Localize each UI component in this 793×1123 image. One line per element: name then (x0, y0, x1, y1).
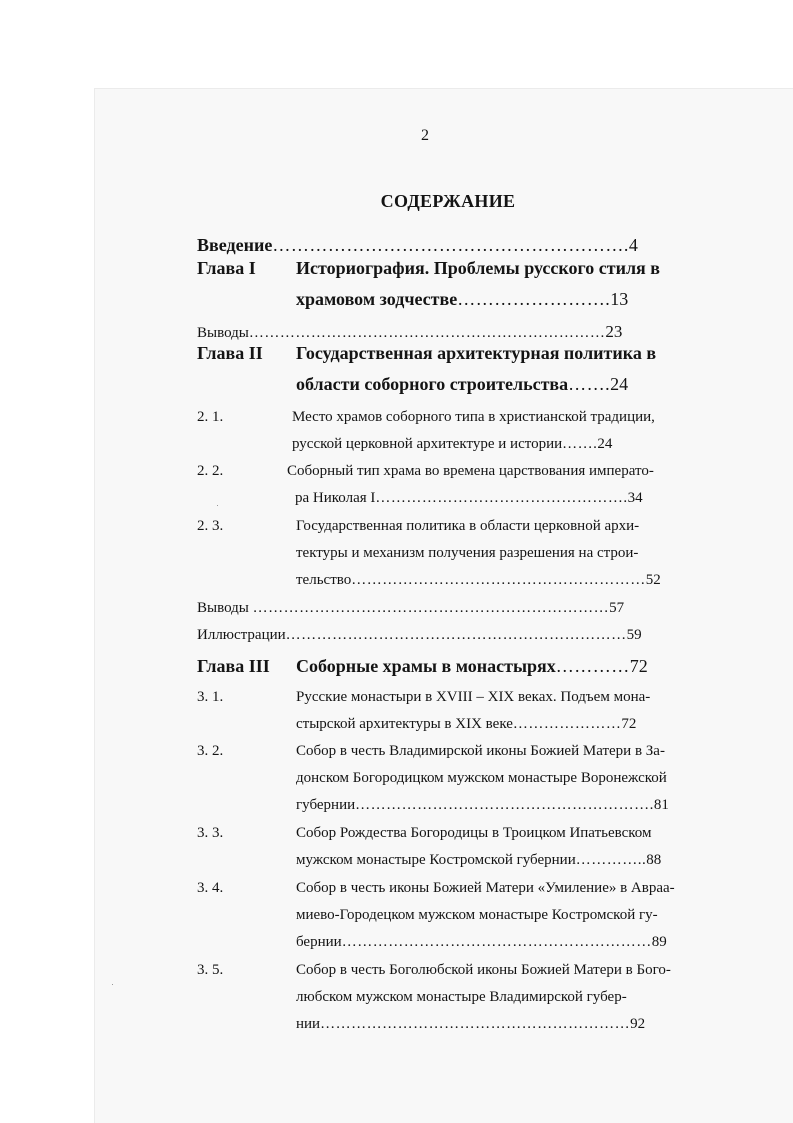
toc-section-line: тектуры и механизм получения разрешения на строи- (296, 545, 639, 561)
toc-section-number: 2. 2. (197, 463, 224, 479)
toc-section-number: 2. 1. (197, 409, 224, 425)
toc-page: 88 (646, 852, 662, 868)
toc-section-line (296, 797, 669, 814)
toc-leader: ………………………………………………… (351, 572, 646, 588)
toc-chapter-title-line (296, 374, 628, 395)
toc-section-line: любском мужском монастыре Владимирской губер- (296, 989, 627, 1005)
toc-page: 24 (610, 374, 629, 394)
toc-leader: …………………………………………………… (341, 934, 652, 950)
toc-page: 92 (630, 1016, 646, 1032)
toc-label: стырской архитектуры в XIX веке (296, 716, 513, 732)
toc-section-line: Собор в честь Боголюбской иконы Божией Матери в Бого- (296, 962, 671, 978)
toc-page: 89 (651, 934, 667, 950)
toc-section-line (296, 852, 661, 869)
toc-label: мужском монастыре Костромской губернии (296, 852, 576, 868)
toc-leader: …………………………………………………. (272, 235, 629, 255)
toc-page: 81 (653, 797, 669, 813)
toc-leader: …………………………………………………. (355, 797, 654, 813)
toc-entry-conclusions-1 (197, 322, 622, 342)
toc-leader: ………………………………………………………… (285, 627, 627, 643)
toc-section-number: 2. 3. (197, 518, 224, 534)
toc-label: Выводы (197, 325, 249, 341)
toc-section-line: Русские монастыри в XVIII – XIX веках. Подъем мона- (296, 689, 651, 705)
toc-section-number: 3. 2. (197, 743, 224, 759)
page-title: СОДЕРЖАНИЕ (380, 191, 516, 211)
toc-page: 57 (609, 600, 625, 616)
toc-section-line (292, 436, 612, 453)
toc-label: Иллюстрации (197, 627, 286, 643)
toc-label: тельство (296, 572, 352, 588)
toc-chapter-title-line (296, 656, 648, 677)
toc-label: нии (296, 1016, 321, 1032)
toc-section-line (296, 572, 661, 589)
toc-section-line: Соборный тип храма во времена царствования императо- (287, 463, 654, 479)
toc-label: русской церковной архитектуре и истории (292, 436, 563, 452)
toc-section-line: Место храмов соборного типа в христианской традиции, (292, 409, 655, 425)
toc-section-line (296, 716, 636, 733)
toc-leader: ……. (568, 374, 611, 394)
toc-section-line: Государственная политика в области церковной архи- (296, 518, 640, 534)
toc-section-line: Собор Рождества Богородицы в Троицком Ипатьевском (296, 825, 652, 841)
toc-section-line: Собор в честь иконы Божией Матери «Умиление» в Авраа- (296, 880, 675, 896)
toc-section-line: миево-Городецком мужском монастыре Костромской гу- (296, 907, 658, 923)
toc-page: 59 (626, 627, 642, 643)
toc-section-line (296, 934, 667, 951)
toc-entry-conclusions-2 (197, 600, 624, 617)
toc-label: Соборные храмы в монастырях (296, 656, 556, 676)
toc-section-line: донском Богородицком мужском монастыре Воронежской (296, 770, 667, 786)
toc-entry-intro (197, 235, 638, 256)
toc-page: 72 (629, 656, 648, 676)
toc-chapter-number: Глава III (197, 656, 270, 676)
toc-label: области соборного строительства (296, 374, 569, 394)
toc-page: 4 (628, 235, 638, 255)
toc-leader: ……. (562, 436, 598, 452)
toc-chapter-title-line (296, 289, 628, 310)
toc-section-line (296, 1016, 645, 1033)
toc-label: Введение (197, 235, 273, 255)
toc-leader: ………………… (512, 716, 622, 732)
toc-section-line (295, 490, 643, 507)
toc-page: 34 (627, 490, 643, 506)
toc-section-number: 3. 5. (197, 962, 224, 978)
toc-page: 72 (621, 716, 637, 732)
toc-leader: ………….. (575, 852, 647, 868)
toc-entry-illustrations (197, 627, 642, 644)
scan-speck (217, 505, 218, 506)
toc-leader: …………………………………………. (375, 490, 628, 506)
toc-leader: …………………………………………………………… (252, 600, 610, 616)
toc-page: 24 (597, 436, 613, 452)
page-number: 2 (421, 127, 429, 144)
toc-chapter-title-line: Историография. Проблемы русского стиля в (296, 258, 661, 278)
toc-page: 52 (645, 572, 661, 588)
toc-chapter-number: Глава I (197, 258, 256, 278)
toc-section-number: 3. 3. (197, 825, 224, 841)
toc-section-line: Собор в честь Владимирской иконы Божией Матери в За- (296, 743, 665, 759)
toc-page: 23 (605, 322, 623, 341)
toc-leader: …………………………………………………… (320, 1016, 631, 1032)
toc-label: ра Николая I (295, 490, 376, 506)
toc-label: губернии (296, 797, 356, 813)
toc-leader: ………… (555, 656, 630, 676)
toc-section-number: 3. 4. (197, 880, 224, 896)
scan-speck (112, 984, 113, 985)
toc-leader: ……………………. (457, 289, 611, 309)
toc-chapter-title-line: Государственная архитектурная политика в (296, 343, 657, 363)
toc-page: 13 (610, 289, 629, 309)
toc-label: храмовом зодчестве (296, 289, 458, 309)
toc-chapter-number: Глава II (197, 343, 263, 363)
toc-label: Выводы (197, 600, 249, 616)
toc-label: бернии (296, 934, 342, 950)
toc-section-number: 3. 1. (197, 689, 224, 705)
toc-leader: …………………………………………………………… (248, 325, 606, 341)
